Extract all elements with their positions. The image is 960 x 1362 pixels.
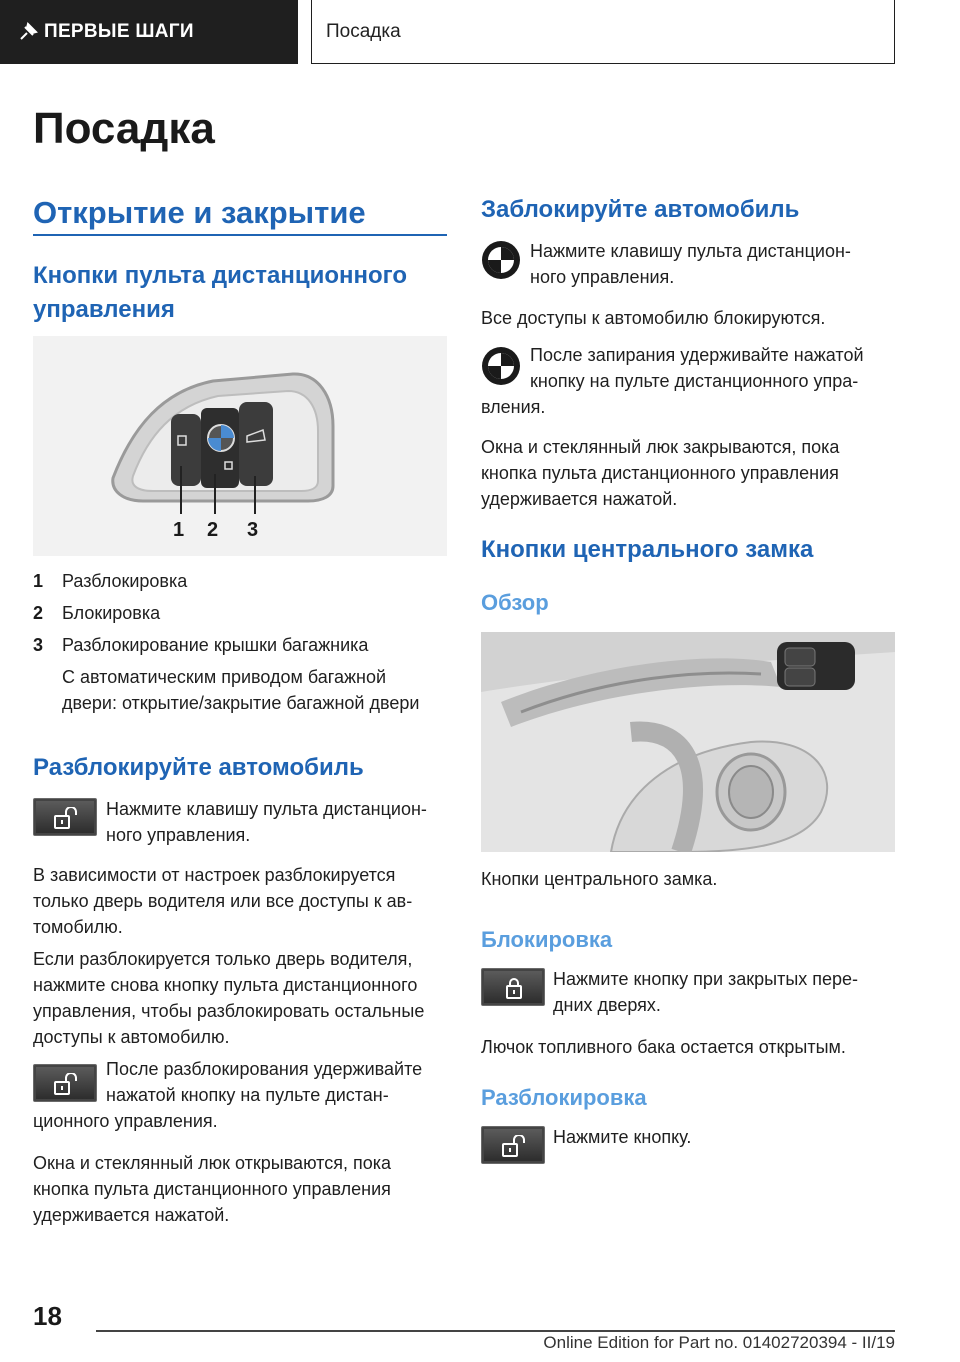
section-tab-label: ПЕРВЫЕ ШАГИ [44,21,194,42]
legend-note-line2: двери: открытие/закрытие багажной двери [62,693,420,713]
legend-text-2: Блокировка [62,603,161,623]
open-padlock-icon [54,807,78,829]
heading-rule [33,234,447,236]
heading-unlock: Разблокируйте автомобиль [33,754,364,781]
open-padlock-icon [54,1073,78,1095]
open-padlock-icon [502,1135,526,1157]
remote-key-figure [33,336,447,556]
locking-instruction-line2: дних дверях. [553,995,661,1015]
legend-text-1: Разблокировка [62,571,188,591]
heading-remote-buttons: Кнопки пульта дистанционного управления [33,262,408,323]
bmw-logo-icon [481,240,521,280]
locking-instruction-line1: Нажмите кнопку при закрытых пере- [553,969,859,989]
unlock-key-icon [33,798,97,836]
unlock-hold-line1: После разблокирования удерживайте [106,1059,423,1079]
footer-edition: Online Edition for Part no. 01402720394 - II/19 [543,1333,895,1352]
unlocking-instruction: Нажмите кнопку. [553,1127,692,1147]
chapter-box [311,0,895,64]
heading-open-close: Открытие и закрытие [33,195,366,230]
heading-overview: Обзор [481,590,549,615]
lock-hold-line1: После запирания удерживайте нажатой [530,345,864,365]
door-figure-caption: Кнопки центрального замка. [481,869,718,889]
unlock-instruction-line1: Нажмите клавишу пульта дистанцион- [106,799,427,819]
bmw-logo-icon [481,346,521,386]
unlock-paragraph-2-line1: Если разблокируется только дверь водителя, [33,949,413,969]
unlock-hold-line3: ционного управления. [33,1111,218,1131]
lock-paragraph-2-line1: Окна и стеклянный люк закрываются, пока [481,437,840,457]
remote-key-illustration [33,336,447,556]
unlock-hold-icon [33,1064,97,1102]
page-number: 18 [33,1301,62,1331]
unlock-instruction-line2: ного управления. [106,825,251,845]
unlock-paragraph-2-line4: доступы к автомобилю. [33,1027,230,1047]
lock-paragraph-2-line2: кнопка пульта дистанционного управления [481,463,839,483]
pushpin-icon [18,22,38,42]
unlock-paragraph-1-line3: томобилю. [33,917,123,937]
unlock-paragraph-1-line1: В зависимости от настроек разблокируется [33,865,396,885]
fig-callout-2: 2 [207,519,219,541]
door-panel-figure [481,632,895,852]
lock-paragraph-1: Все доступы к автомобилю блокируются. [481,308,826,328]
heading-lock: Заблокируйте автомобиль [481,196,800,223]
closed-padlock-icon [502,977,526,999]
lock-instruction-line1: Нажмите клавишу пульта дистанцион- [530,241,851,261]
unlock-paragraph-2-line3: управления, чтобы разблокировать остальные [33,1001,425,1021]
lock-paragraph-2-line3: удерживается нажатой. [481,489,678,509]
unlock-paragraph-3-line3: удерживается нажатой. [33,1205,230,1225]
unlock-hold-line2: нажатой кнопку на пульте дистан- [106,1085,389,1105]
unlock-paragraph-3-line1: Окна и стеклянный люк открываются, пока [33,1153,392,1173]
legend-text-3: Разблокирование крышки багажника [62,635,369,655]
lock-instruction-line2: ного управления. [530,267,675,287]
central-lock-button-icon [481,968,545,1006]
unlock-paragraph-3-line2: кнопка пульта дистанционного управления [33,1179,391,1199]
central-unlock-button-icon [481,1126,545,1164]
footer-rule [96,1330,895,1332]
chapter-label: Посадка [326,20,401,42]
unlock-paragraph-1-line2: только дверь водителя или все доступы к ав- [33,891,413,911]
heading-locking: Блокировка [481,927,613,952]
unlock-paragraph-2-line2: нажмите снова кнопку пульта дистанционного [33,975,418,995]
legend-num-2: 2 [33,603,44,623]
section-tab [0,0,298,64]
fig-callout-3: 3 [247,519,259,541]
heading-unlocking: Разблокировка [481,1085,647,1110]
lock-hold-line2: кнопку на пульте дистанционного упра- [530,371,859,391]
fig-callout-1: 1 [173,519,185,541]
legend-note-line1: С автоматическим приводом багажной [62,667,387,687]
door-panel-illustration [481,632,895,852]
lock-hold-line3: вления. [481,397,546,417]
legend-num-1: 1 [33,571,44,591]
locking-paragraph: Лючок топливного бака остается открытым. [481,1037,846,1057]
heading-central-locking: Кнопки центрального замка [481,536,814,563]
legend-num-3: 3 [33,635,44,655]
page-title: Посадка [33,104,215,153]
